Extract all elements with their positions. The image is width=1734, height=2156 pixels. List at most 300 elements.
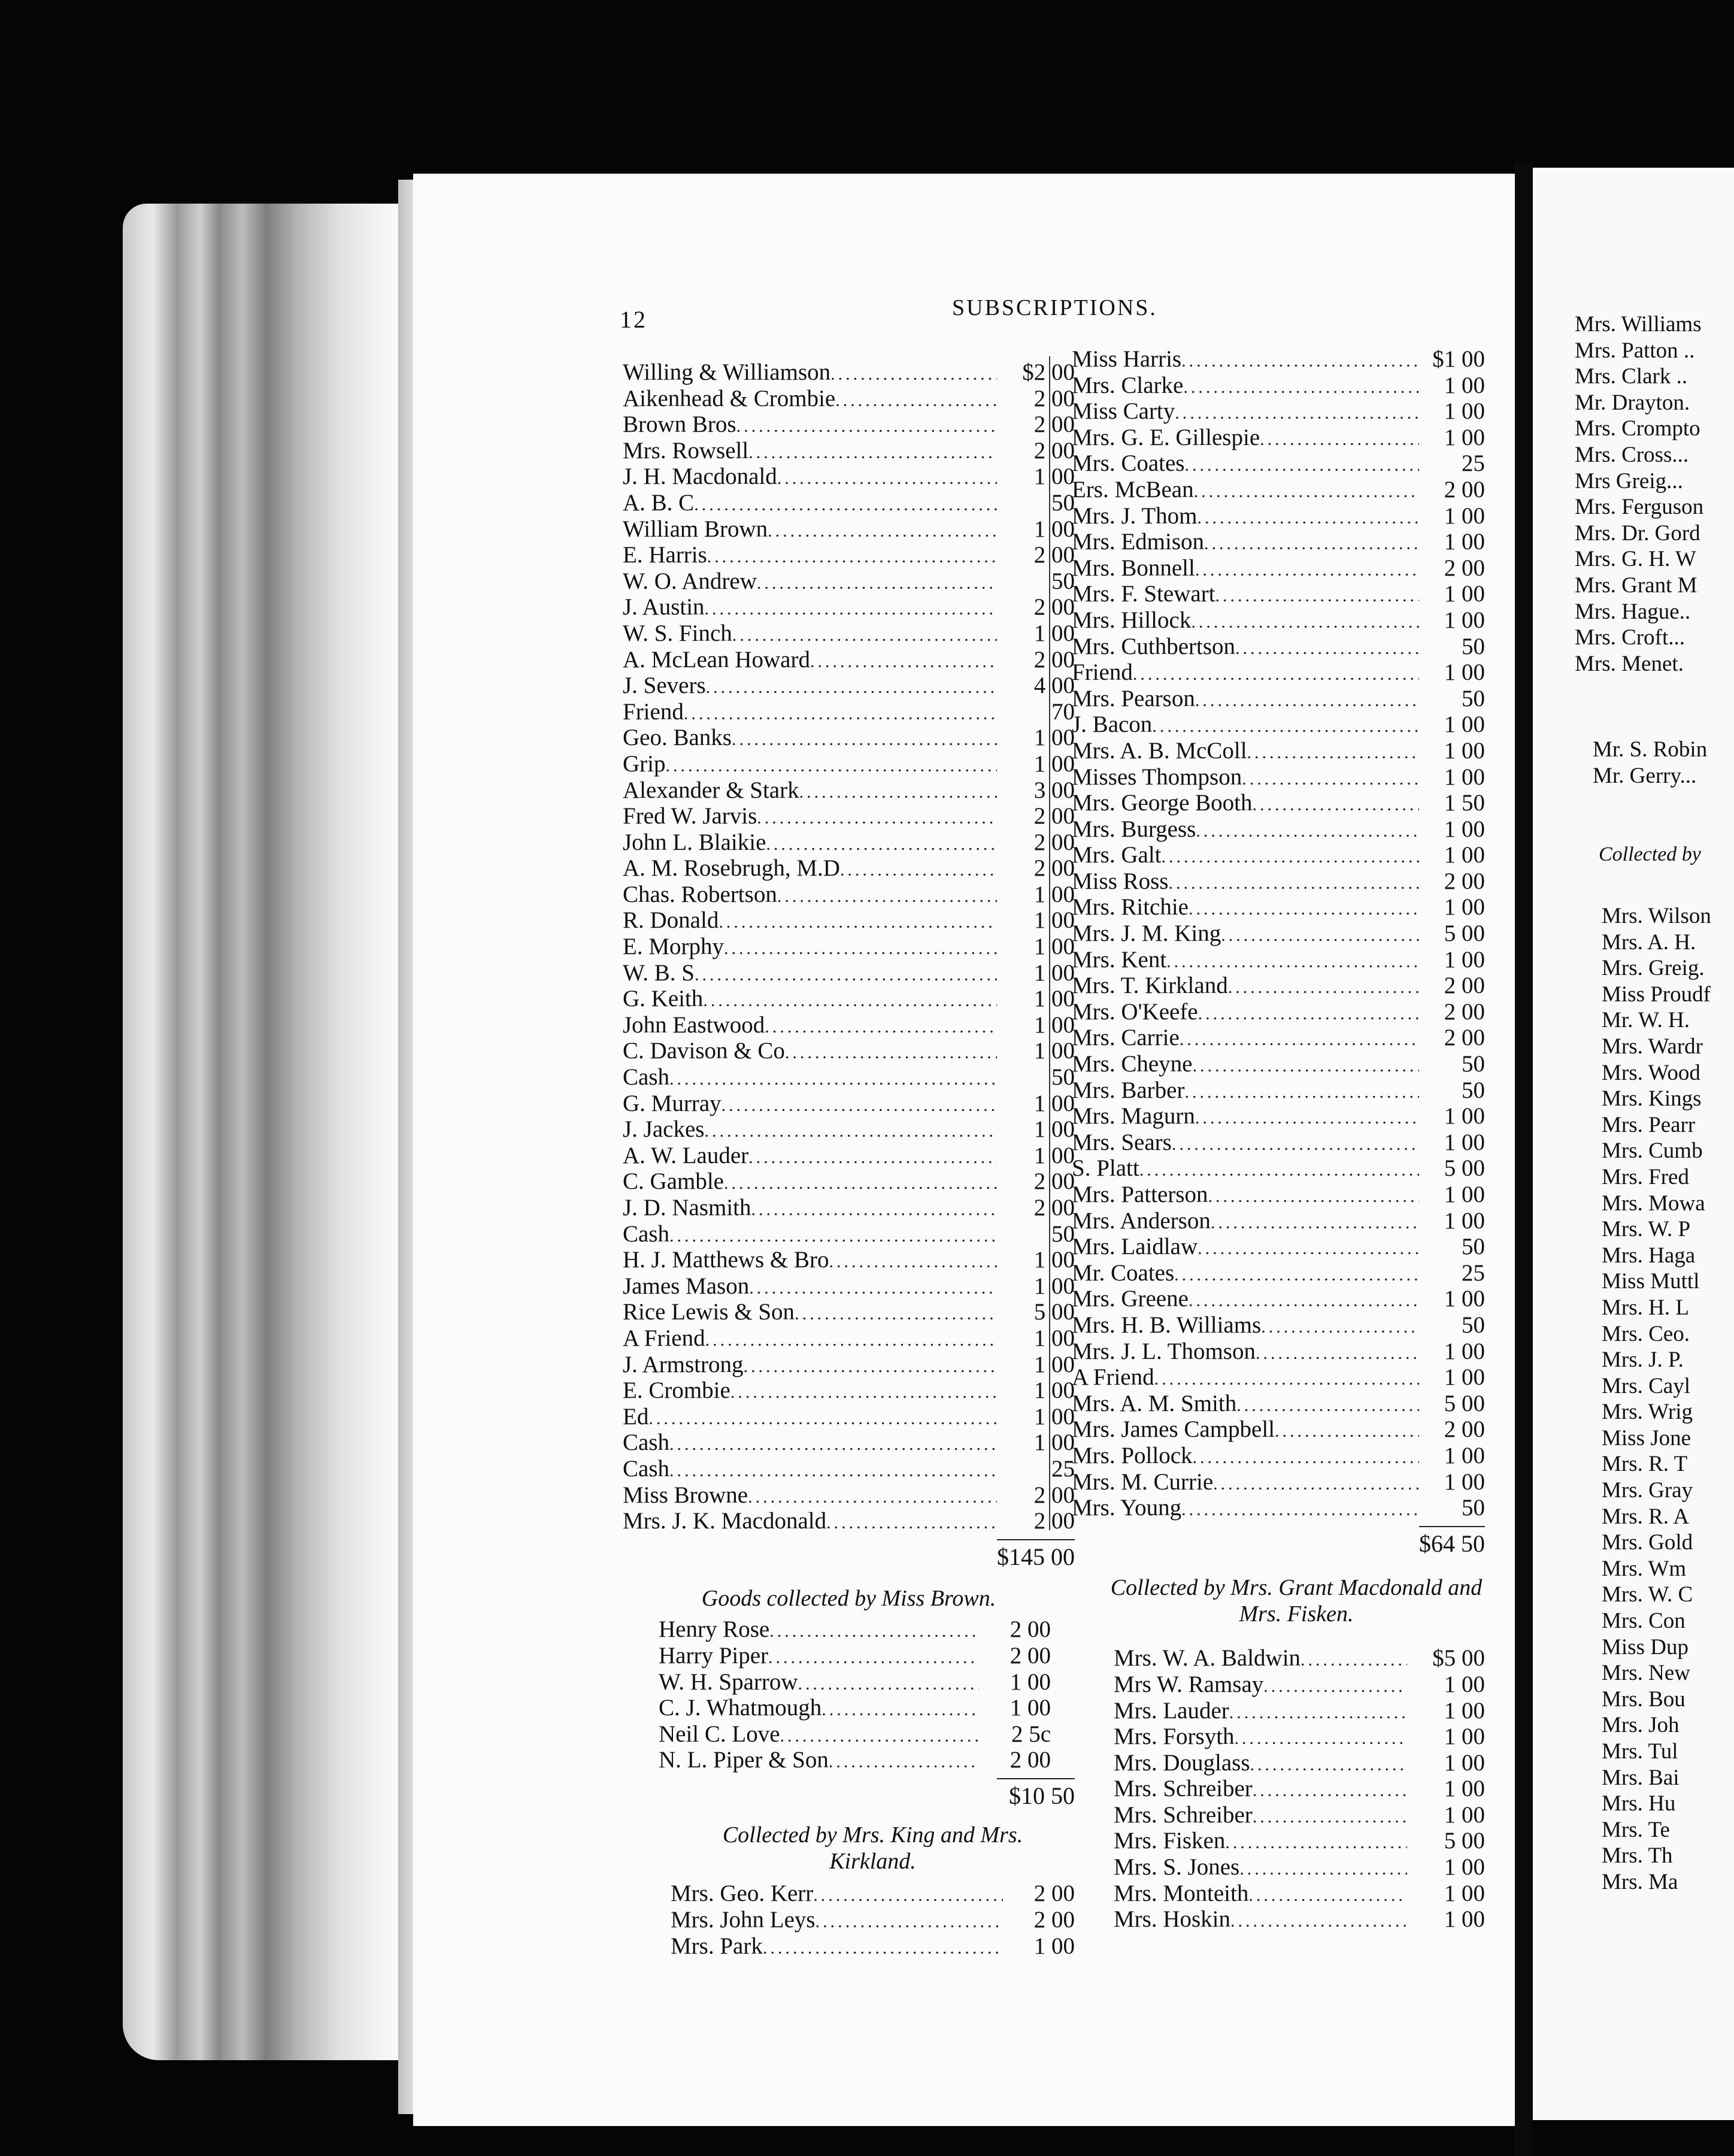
subscriber-name: Mrs. Edmison [1072, 529, 1205, 555]
subscription-amount: 1 00 [1033, 516, 1075, 542]
subscription-amount: 1 00 [1444, 946, 1485, 973]
subscription-amount: 1 00 [1033, 1116, 1075, 1143]
subscription-amount: 1 00 [1444, 1338, 1485, 1364]
page-number: 12 [620, 306, 647, 333]
entry-row [623, 1168, 1075, 1195]
subscriber-name: John L. Blaikie [623, 829, 766, 855]
entry-row [623, 1482, 1075, 1509]
subscription-amount: 1 00 [1444, 1286, 1485, 1312]
facing-entry: Miss Dup [1602, 1634, 1688, 1660]
dot-leader [1253, 1804, 1407, 1830]
subscription-amount: 1 00 [1033, 881, 1075, 907]
subscriber-name: Ers. McBean [1072, 476, 1194, 502]
entry-row [623, 960, 1075, 986]
dot-leader [732, 726, 997, 753]
subscriber-name: Brown Bros [623, 411, 736, 438]
dot-leader [1198, 1001, 1419, 1027]
subscriber-name: Mr. Coates [1072, 1259, 1175, 1286]
subscriber-name: William Brown [623, 516, 768, 542]
subscription-amount: 2 00 [1444, 998, 1485, 1025]
subscription-amount: 1 00 [1033, 1325, 1075, 1351]
facing-entry: Mrs. Cross... [1575, 442, 1689, 467]
facing-entry: Mrs. G. H. W [1575, 547, 1696, 572]
dot-leader [732, 622, 997, 649]
subscriber-name: Mrs. Carrie [1072, 1025, 1180, 1051]
entry-row [671, 1907, 1075, 1933]
entry-row [1072, 790, 1485, 816]
dot-leader [669, 1066, 997, 1092]
dot-leader [748, 1144, 997, 1171]
facing-entry: Miss Muttl [1602, 1269, 1700, 1294]
subscription-amount: 2 00 [1033, 1508, 1075, 1534]
dot-leader [821, 1697, 979, 1723]
dot-leader [1195, 688, 1419, 714]
subscriptions-column-2 [1072, 346, 1485, 1933]
entry-row [1072, 947, 1485, 973]
subscriber-name: W. H. Sparrow [659, 1669, 798, 1695]
subscriber-name: Cash [623, 1221, 669, 1247]
entry-row [1114, 1698, 1485, 1724]
macdonald-heading: Collected by Mrs. Grant Macdonald and Mrs. Fisken. [1110, 1575, 1483, 1627]
goods-list [659, 1616, 1051, 1773]
dot-leader [1194, 479, 1419, 505]
dot-leader [777, 465, 997, 492]
dot-leader [1162, 844, 1420, 870]
entry-row [1072, 555, 1485, 582]
subscription-amount: 2 5c [1011, 1721, 1051, 1747]
dot-leader [1263, 1673, 1407, 1700]
entry-row [1072, 503, 1485, 529]
entry-row [623, 934, 1075, 960]
entry-row [623, 1143, 1075, 1169]
dot-leader [1256, 1340, 1419, 1367]
entry-row [623, 673, 1075, 699]
subscriber-name: C. Davison & Co [623, 1038, 785, 1064]
facing-entry: Mrs. Crompto [1575, 416, 1700, 441]
subscriber-name: E. Crombie [623, 1377, 730, 1404]
dot-leader [1172, 1131, 1419, 1158]
entry-row [659, 1721, 1051, 1748]
entry-row [623, 1091, 1075, 1117]
dot-leader [744, 1353, 997, 1380]
subscription-amount: 1 00 [1033, 1247, 1075, 1273]
subscription-amount: 4 00 [1033, 673, 1075, 699]
dot-leader [1198, 1236, 1419, 1262]
facing-entry: Mrs. W. C [1602, 1582, 1693, 1607]
entry-row [1072, 1443, 1485, 1469]
subscriber-name: N. L. Piper & Son [659, 1747, 829, 1773]
facing-heading: Collected by [1599, 843, 1701, 865]
subscriber-name: E. Morphy [623, 934, 724, 960]
facing-entry: Mrs. Gray [1602, 1478, 1693, 1503]
entry-row [623, 855, 1075, 882]
subscriber-name: Mrs. Laidlaw [1072, 1234, 1198, 1260]
entry-row [1114, 1776, 1485, 1802]
facing-entry: Mrs. Mowa [1602, 1191, 1705, 1216]
subscription-amount: 1 00 [1444, 607, 1485, 633]
subscription-amount: 1 00 [1444, 1697, 1485, 1724]
entry-row [623, 516, 1075, 543]
subscription-amount: 2 00 [1033, 829, 1075, 855]
subscriber-name: Mrs. Greene [1072, 1286, 1189, 1312]
dot-leader [777, 883, 997, 910]
subscription-amount: 2 00 [1444, 868, 1485, 894]
subscriber-name: A. M. Rosebrugh, M.D [623, 855, 840, 882]
facing-entry: Mrs. Croft... [1575, 625, 1685, 650]
subscriber-name: Henry Rose [659, 1616, 770, 1643]
subscription-amount: 1 00 [1033, 959, 1075, 986]
subscription-amount: 1 00 [1444, 1207, 1485, 1234]
column-divider [1049, 356, 1050, 1530]
subscriber-name: Misses Thompson [1072, 764, 1242, 790]
entry-row [1072, 1234, 1485, 1260]
subscriber-name: Ed [623, 1403, 649, 1430]
entry-row [1072, 999, 1485, 1025]
dot-leader [705, 1327, 997, 1353]
subscription-amount: 1 00 [1033, 907, 1075, 934]
subscription-amount: 2 00 [1033, 594, 1075, 620]
subscriber-name: Harry Piper [659, 1642, 769, 1669]
entry-row [1072, 1130, 1485, 1156]
subscription-amount: 50 [1462, 1077, 1485, 1103]
dot-leader [1228, 974, 1419, 1001]
subscriber-name: C. Gamble [623, 1168, 724, 1195]
subscription-amount: 50 [1051, 568, 1075, 594]
subscriber-name: Mrs. Hillock [1072, 607, 1192, 633]
dot-leader [1154, 1366, 1419, 1392]
subscription-amount: 1 00 [1033, 725, 1075, 751]
entry-row [623, 1325, 1075, 1352]
facing-entry: Mrs. Ferguson [1575, 495, 1704, 520]
entry-row [659, 1747, 1051, 1773]
subscription-amount: 50 [1051, 1221, 1075, 1247]
subscription-amount: 50 [1462, 633, 1485, 659]
dot-leader [829, 1749, 979, 1775]
subscriber-name: Mrs. Coates [1072, 450, 1185, 477]
entry-row [623, 1430, 1075, 1456]
dot-leader [1180, 1026, 1419, 1053]
subscription-amount: 1 00 [1444, 581, 1485, 607]
entry-row [1072, 1103, 1485, 1130]
subscription-amount: 2 00 [1033, 1482, 1075, 1508]
dot-leader [1242, 766, 1419, 792]
subscriber-name: G. Keith [623, 986, 704, 1012]
entry-row [623, 1012, 1075, 1038]
subscriber-name: Mrs. Cuthbertson [1072, 633, 1235, 659]
subscription-amount: 70 [1051, 698, 1075, 725]
facing-entry: Mrs. Ceo. [1602, 1321, 1690, 1346]
dot-leader [1253, 1778, 1407, 1804]
entry-row [1114, 1671, 1485, 1698]
dot-leader [840, 857, 997, 883]
subscription-amount: 5 00 [1033, 1299, 1075, 1325]
dot-leader [766, 831, 997, 858]
entry-row [1072, 764, 1485, 791]
dot-leader [1195, 557, 1419, 583]
entry-row [1072, 373, 1485, 399]
entry-row [1114, 1724, 1485, 1750]
subscription-amount: 2 00 [1033, 1907, 1075, 1933]
dot-leader [1184, 1079, 1419, 1106]
subscription-amount: 1 00 [1444, 842, 1485, 868]
facing-entry: Mrs. Th [1602, 1843, 1673, 1869]
subscriber-name: A. McLean Howard [623, 646, 810, 673]
column-2-total: $64 50 [1419, 1530, 1485, 1557]
facing-entry: Mrs. Te [1602, 1817, 1670, 1842]
subscription-amount: 2 00 [1033, 385, 1075, 411]
dot-leader [795, 1301, 997, 1327]
subscriber-name: Mrs. G. E. Gillespie [1072, 424, 1260, 450]
subscription-amount: 1 00 [1033, 1273, 1075, 1299]
dot-leader [813, 1882, 1003, 1909]
subscription-amount: 1 00 [1444, 764, 1485, 790]
subscriber-name: Mrs. J. L. Thomson [1072, 1338, 1256, 1364]
column-2-total-rule [1419, 1526, 1485, 1527]
entry-row [1114, 1645, 1485, 1671]
subscription-amount: 1 00 [1444, 1724, 1485, 1750]
entry-row [1072, 738, 1485, 764]
subscriber-name: Aikenhead & Crombie [623, 385, 836, 411]
subscriber-name: Mrs. J. K. Macdonald [623, 1508, 827, 1534]
entry-row [623, 594, 1075, 620]
entry-row [1072, 1155, 1485, 1182]
facing-entry: Mr. W. H. [1602, 1008, 1690, 1033]
subscriber-name: Willing & Williamson [623, 359, 831, 385]
subscriber-name: R. Donald [623, 907, 719, 934]
dot-leader [1181, 1497, 1419, 1523]
subscriber-name: J. D. Nasmith [623, 1195, 751, 1221]
entry-row [1114, 1881, 1485, 1907]
subscriber-name: Mrs. Anderson [1072, 1207, 1211, 1234]
subscriber-name: Mrs. Geo. Kerr [671, 1881, 814, 1907]
dot-leader [765, 1014, 997, 1040]
facing-entry: Mrs. Dr. Gord [1575, 520, 1700, 546]
subscriber-name: Mrs. Kent [1072, 946, 1167, 973]
dot-leader [669, 1223, 997, 1249]
dot-leader [1189, 1288, 1419, 1314]
entry-row [1072, 607, 1485, 634]
dot-leader [704, 1118, 997, 1144]
dot-leader [730, 1379, 997, 1406]
subscriber-name: W. O. Andrew [623, 568, 757, 594]
subscriber-name: Mrs. Burgess [1072, 816, 1196, 842]
subscription-amount: 2 00 [1444, 555, 1485, 581]
facing-entry: Mrs. Ma [1602, 1869, 1678, 1894]
subscriber-name: Rice Lewis & Son [623, 1299, 795, 1325]
entry-row [1072, 659, 1485, 686]
entry-row [1072, 477, 1485, 503]
dot-leader [1250, 1752, 1407, 1778]
subscription-amount: 1 00 [1444, 1906, 1485, 1933]
subscriber-name: Mrs. M. Currie [1072, 1468, 1214, 1495]
dot-leader [1221, 922, 1419, 949]
dot-leader [810, 649, 997, 675]
subscription-amount: 2 00 [1444, 1025, 1485, 1051]
king-list [671, 1881, 1075, 1959]
subscriber-name: Mrs. Hoskin [1114, 1906, 1231, 1933]
dot-leader [829, 1249, 998, 1275]
entry-row [659, 1616, 1051, 1643]
goods-total: $10 50 [1009, 1782, 1075, 1809]
subscriber-name: Mrs. Fisken [1114, 1828, 1226, 1854]
entry-row [623, 1273, 1075, 1300]
goods-heading: Goods collected by Miss Brown. [701, 1586, 996, 1612]
dot-leader [1197, 505, 1419, 531]
facing-entry: Mrs. Menet. [1575, 651, 1684, 676]
dot-leader [684, 701, 997, 727]
dot-leader [830, 361, 997, 387]
entry-row [623, 542, 1075, 568]
entry-row [1072, 1025, 1485, 1051]
subscription-amount: 1 00 [1444, 398, 1485, 425]
subscription-amount: 2 00 [1444, 476, 1485, 502]
subscription-amount: 1 00 [1033, 1012, 1075, 1038]
dot-leader [1253, 792, 1419, 818]
subscription-amount: 2 00 [1033, 1168, 1075, 1195]
subscription-amount: $1 00 [1432, 346, 1485, 372]
dot-leader [1193, 1445, 1419, 1471]
entry-row [623, 829, 1075, 856]
subscriber-name: Mrs. Park [671, 1933, 763, 1959]
dot-leader [785, 1040, 997, 1066]
dot-leader [1168, 870, 1419, 897]
subscription-amount: 50 [1462, 1312, 1485, 1338]
dot-leader [757, 805, 997, 831]
facing-entry: Mrs Greig... [1575, 468, 1683, 493]
facing-entry: Mrs. Hu [1602, 1791, 1676, 1816]
right-page [1533, 168, 1734, 2120]
dot-leader [798, 1671, 979, 1697]
subscription-amount: 1 00 [1033, 464, 1075, 490]
dot-leader [1235, 635, 1419, 662]
subscription-amount: 2 00 [1010, 1747, 1051, 1773]
subscriber-name: A. B. C [623, 489, 695, 516]
dot-leader [736, 413, 997, 440]
macdonald-list [1114, 1645, 1485, 1933]
dot-leader [719, 909, 997, 935]
dot-leader [1260, 426, 1419, 453]
dot-leader [1247, 740, 1419, 766]
entry-row [659, 1695, 1051, 1721]
subscriber-name: Mrs. Galt [1072, 842, 1162, 868]
entry-row [1072, 1077, 1485, 1104]
subscriber-name: Mrs. Schreiber [1114, 1776, 1253, 1802]
subscriber-name: Mrs. O'Keefe [1072, 998, 1198, 1025]
subscriber-name: Alexander & Stark [623, 777, 799, 803]
dot-leader [669, 1431, 997, 1458]
subscriber-name: Chas. Robertson [623, 881, 777, 907]
entry-row [623, 777, 1075, 804]
facing-entry: Mrs. Gold [1602, 1530, 1693, 1555]
entry-row [623, 1195, 1075, 1221]
dot-leader [1275, 1418, 1419, 1445]
facing-entry: Mrs. Wardr [1602, 1034, 1703, 1059]
subscriber-name: Mrs. James Campbell [1072, 1416, 1275, 1443]
subscriber-name: W. B. S [623, 959, 695, 986]
facing-entry: Mrs. Joh [1602, 1713, 1680, 1738]
entry-row [1072, 1339, 1485, 1365]
subscription-amount: 2 00 [1033, 437, 1075, 464]
subscriber-name: E. Harris [623, 542, 707, 568]
subscription-amount: 50 [1051, 1064, 1075, 1091]
dot-leader [1191, 609, 1419, 635]
dot-leader [1213, 1471, 1419, 1497]
entry-row [1114, 1906, 1485, 1933]
subscriber-name: Friend [623, 698, 684, 725]
dot-leader [703, 988, 997, 1014]
subscriber-name: Mrs. T. Kirkland [1072, 973, 1228, 999]
entry-row [623, 1064, 1075, 1091]
subscriber-name: H. J. Matthews & Bro [623, 1247, 829, 1273]
facing-entry: Mrs. Hague.. [1575, 599, 1691, 624]
dot-leader [1230, 1908, 1407, 1934]
subscription-amount: 50 [1051, 489, 1075, 516]
entry-row [623, 803, 1075, 829]
entry-row [623, 1247, 1075, 1273]
subscriber-name: A Friend [1072, 1364, 1154, 1391]
entry-row [1072, 920, 1485, 947]
subscriber-name: Friend [1072, 659, 1133, 686]
subscriber-name: Cash [623, 1430, 669, 1456]
entry-row [1114, 1828, 1485, 1854]
subscriber-name: Mrs. A. M. Smith [1072, 1390, 1237, 1416]
dot-leader [1225, 1830, 1407, 1856]
entry-row [1072, 816, 1485, 843]
subscriber-name: A Friend [623, 1325, 705, 1351]
goods-total-rule [997, 1778, 1075, 1779]
subscription-amount: 25 [1462, 1259, 1485, 1286]
entry-row [623, 620, 1075, 647]
dot-leader [1189, 896, 1419, 922]
subscriber-name: Cash [623, 1064, 669, 1091]
subscriber-name: C. J. Whatmough [659, 1695, 822, 1721]
subscription-amount: 2 00 [1033, 646, 1075, 673]
subscription-amount: 1 00 [1444, 1671, 1485, 1697]
facing-entry: Mrs. Greig. [1602, 956, 1705, 981]
entry-row [623, 699, 1075, 725]
subscription-amount: 5 00 [1444, 920, 1485, 947]
dot-leader [1174, 1262, 1419, 1288]
dot-leader [749, 1275, 997, 1301]
entry-row [623, 568, 1075, 595]
facing-entry: Mrs. R. T [1602, 1452, 1688, 1477]
subscription-amount: 1 00 [1033, 1142, 1075, 1168]
subscriber-name: J. Austin [623, 594, 705, 620]
subscriber-name: John Eastwood [623, 1012, 765, 1038]
subscription-amount: 2 00 [1033, 1881, 1075, 1907]
facing-entry: Mrs. Bou [1602, 1686, 1686, 1712]
subscription-amount: 1 00 [1010, 1695, 1051, 1721]
subscription-amount: 1 00 [1033, 1090, 1075, 1116]
entry-row [1072, 1416, 1485, 1443]
subscriber-name: Mrs. Barber [1072, 1077, 1185, 1103]
column-1-total: $145 00 [997, 1543, 1075, 1570]
subscription-amount: 2 00 [1033, 855, 1075, 882]
entry-row [623, 1116, 1075, 1143]
subscriber-name: Mrs. Patterson [1072, 1182, 1208, 1207]
subscription-amount: 1 00 [1033, 1377, 1075, 1404]
entry-row [623, 1377, 1075, 1404]
subscription-amount: 25 [1462, 450, 1485, 477]
dot-leader [748, 1484, 997, 1510]
entry-row [1072, 1312, 1485, 1339]
dot-leader [1139, 1157, 1419, 1183]
entry-row [623, 1352, 1075, 1378]
entry-row [623, 1404, 1075, 1430]
facing-entry: Mrs. Williams [1575, 312, 1702, 337]
subscription-amount: 5 00 [1444, 1390, 1485, 1416]
subscriber-name: Mrs. Sears [1072, 1129, 1172, 1155]
